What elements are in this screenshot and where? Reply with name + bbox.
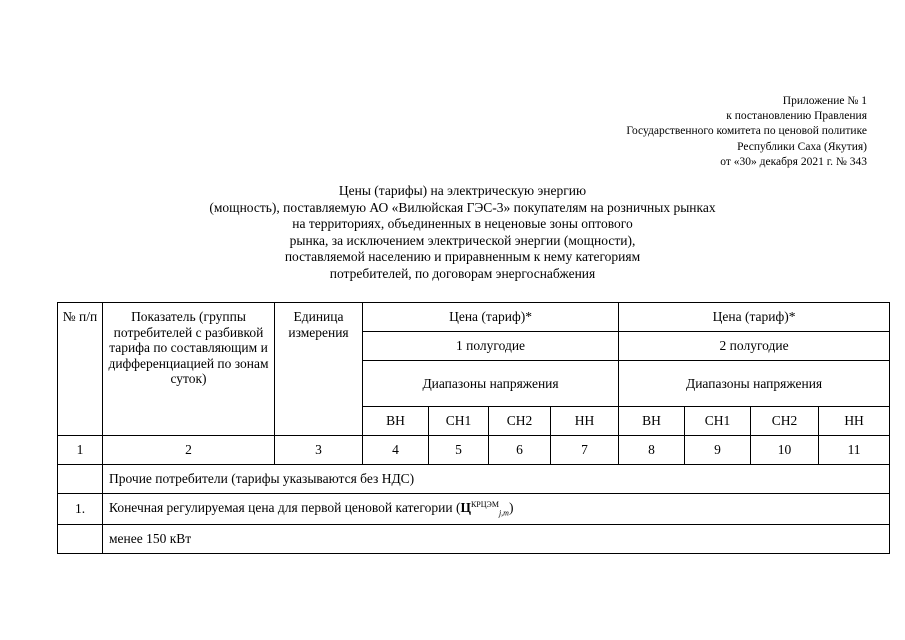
appendix-line: Приложение № 1 — [782, 95, 867, 107]
title-line: Цены (тарифы) на электрическую энергию — [338, 183, 587, 198]
col-number: 5 — [429, 436, 489, 465]
col-number: 8 — [619, 436, 685, 465]
document-title — [0, 183, 905, 283]
appendix-line: от «30» декабря 2021 г. № 343 — [720, 155, 867, 168]
appendix-line: Республики Саха (Якутия) — [737, 140, 867, 153]
title-line: (мощность), поставляемую АО «Вилюйская ГЭС-3» покупателям на розничных рынках — [209, 199, 716, 215]
voltage-sn1: СН1 — [685, 407, 751, 436]
capacity-label: менее 150 кВт — [103, 525, 890, 554]
other-consumers-label: Прочие потребители (тарифы указываются без НДС) — [103, 465, 890, 494]
header-price-1: Цена (тариф)* — [363, 303, 619, 332]
tariff-table — [57, 302, 890, 554]
col-number: 7 — [551, 436, 619, 465]
voltage-sn1: СН1 — [429, 407, 489, 436]
col-number: 3 — [275, 436, 363, 465]
appendix-line: к постановлению Правления — [726, 110, 867, 123]
final-price-label — [103, 494, 890, 525]
row-num-empty — [58, 525, 103, 554]
header-half-1: 1 полугодие — [363, 332, 619, 361]
table-row — [58, 525, 890, 554]
title-line: на территориях, объединенных в неценовые зоны оптового — [292, 216, 633, 232]
col-number: 11 — [819, 436, 890, 465]
col-number: 9 — [685, 436, 751, 465]
header-indicator: Показатель (группы потребителей с разбивкой тарифа по составляющим и дифференциацией по зонам суток) — [103, 303, 275, 436]
header-unit: Единица измерения — [275, 303, 363, 436]
header-num: № п/п — [58, 303, 103, 436]
appendix-block — [626, 94, 867, 170]
header-price-2: Цена (тариф)* — [619, 303, 890, 332]
voltage-nn: НН — [819, 407, 890, 436]
col-number: 1 — [58, 436, 103, 465]
voltage-sn2: СН2 — [489, 407, 551, 436]
table-row — [58, 465, 890, 494]
voltage-vn: ВН — [363, 407, 429, 436]
price-symbol: Ц — [460, 499, 471, 515]
row-num-empty — [58, 465, 103, 494]
final-price-close: ) — [508, 499, 514, 515]
voltage-nn: НН — [551, 407, 619, 436]
col-number: 2 — [103, 436, 275, 465]
col-number: 4 — [363, 436, 429, 465]
voltage-sn2: СН2 — [751, 407, 819, 436]
price-symbol-sub: j,m — [498, 508, 509, 518]
col-number: 10 — [751, 436, 819, 465]
appendix-line: Государственного комитета по ценовой политике — [626, 125, 867, 138]
title-line: рынка, за исключением электрической энергии (мощности), — [289, 232, 636, 248]
header-ranges-1: Диапазоны напряжения — [363, 361, 619, 407]
voltage-vn: ВН — [619, 407, 685, 436]
table-row — [58, 494, 890, 525]
final-price-text: Конечная регулируемая цена для первой ценовой категории ( — [109, 499, 461, 515]
header-half-2: 2 полугодие — [619, 332, 890, 361]
row-num: 1. — [58, 494, 103, 525]
title-line: поставляемой населению и приравненным к нему категориям — [284, 249, 641, 265]
col-number: 6 — [489, 436, 551, 465]
price-symbol-sup: КРЦЭМ — [470, 499, 499, 509]
header-ranges-2: Диапазоны напряжения — [619, 361, 890, 407]
title-line: потребителей, по договорам энергоснабжения — [329, 265, 596, 281]
